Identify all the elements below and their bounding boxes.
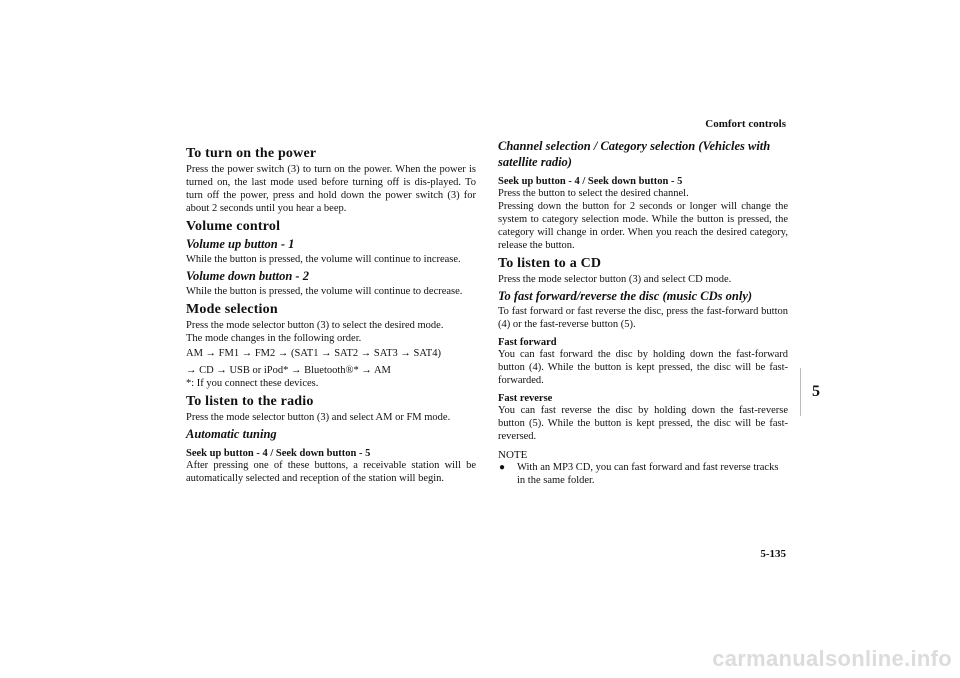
radio-text: Press the mode selector button (3) and select AM or FM mode. [186,412,451,423]
mode-sequence-2: → CD → USB or iPod* → Bluetooth®* → AM [186,365,391,376]
page-number: 5-135 [760,548,786,560]
channel-heading: Channel selection / Category selection (Vehicles with satellite radio) [498,139,771,169]
watermark: carmanualsonline.info [712,646,952,671]
volume-down-heading: Volume down button - 2 [186,269,309,283]
volume-up-heading: Volume up button - 1 [186,237,295,251]
seek-heading-left: Seek up button - 4 / Seek down button - 5 [186,448,371,459]
fast-forward-text: You can fast forward the disc by holding down the fast-forward button (4). While the button is kept pressed, the disc will be fast-forwarded. [498,349,788,386]
power-heading: To turn on the power [186,146,317,161]
mode-heading: Mode selection [186,302,278,317]
radio-heading: To listen to the radio [186,394,314,409]
fast-forward-heading: Fast forward [498,337,557,348]
note-item [498,461,788,487]
fast-heading: To fast forward/reverse the disc (music CDs only) [498,289,753,303]
note-label: NOTE [498,449,528,461]
power-text: Press the power switch (3) to turn on the power. When the power is turned on, the last mode used before turning off is dis-played. To turn off the power, press and hold down the power switch (3) for about 2 seconds until you hear a beep. [186,164,476,214]
running-header: Comfort controls [705,118,786,130]
chapter-tab: 5 [800,368,831,416]
auto-tuning-heading: Automatic tuning [186,427,277,441]
channel-text-1: Press the button to select the desired channel. [498,188,689,199]
mode-text-2: The mode changes in the following order. [186,333,362,344]
volume-up-text: While the button is pressed, the volume will continue to increase. [186,254,461,265]
right-column [498,139,788,487]
mode-text-1: Press the mode selector button (3) to select the desired mode. [186,320,444,331]
left-column [186,142,476,488]
channel-text-2: Pressing down the button for 2 seconds or longer will change the system to category selection mode. While the button is pressed, the category will change in order. When you reach the desired category, release the button. [498,201,788,251]
fast-reverse-text: You can fast reverse the disc by holding down the fast-reverse button (5). While the button is kept pressed, the disc will be fast-reversed. [498,405,788,442]
seek-text-left: After pressing one of these buttons, a receivable station will be automatically selected and reception of the station will begin. [186,460,476,484]
cd-heading: To listen to a CD [498,256,602,271]
fast-reverse-heading: Fast reverse [498,393,553,404]
volume-down-text: While the button is pressed, the volume will continue to decrease. [186,286,463,297]
fast-text: To fast forward or fast reverse the disc, press the fast-forward button (4) or the fast-reverse button (5). [498,306,788,330]
mode-footnote: *: If you connect these devices. [186,378,319,389]
seek-heading-right: Seek up button - 4 / Seek down button - 5 [498,176,683,187]
cd-text: Press the mode selector button (3) and select CD mode. [498,274,732,285]
note-text: With an MP3 CD, you can fast forward and fast reverse tracks in the same folder. [517,462,779,486]
volume-heading: Volume control [186,219,281,234]
bullet-icon: ● [499,462,506,473]
mode-sequence-1: AM → FM1 → FM2 → (SAT1 → SAT2 → SAT3 → SAT4) [186,348,441,359]
